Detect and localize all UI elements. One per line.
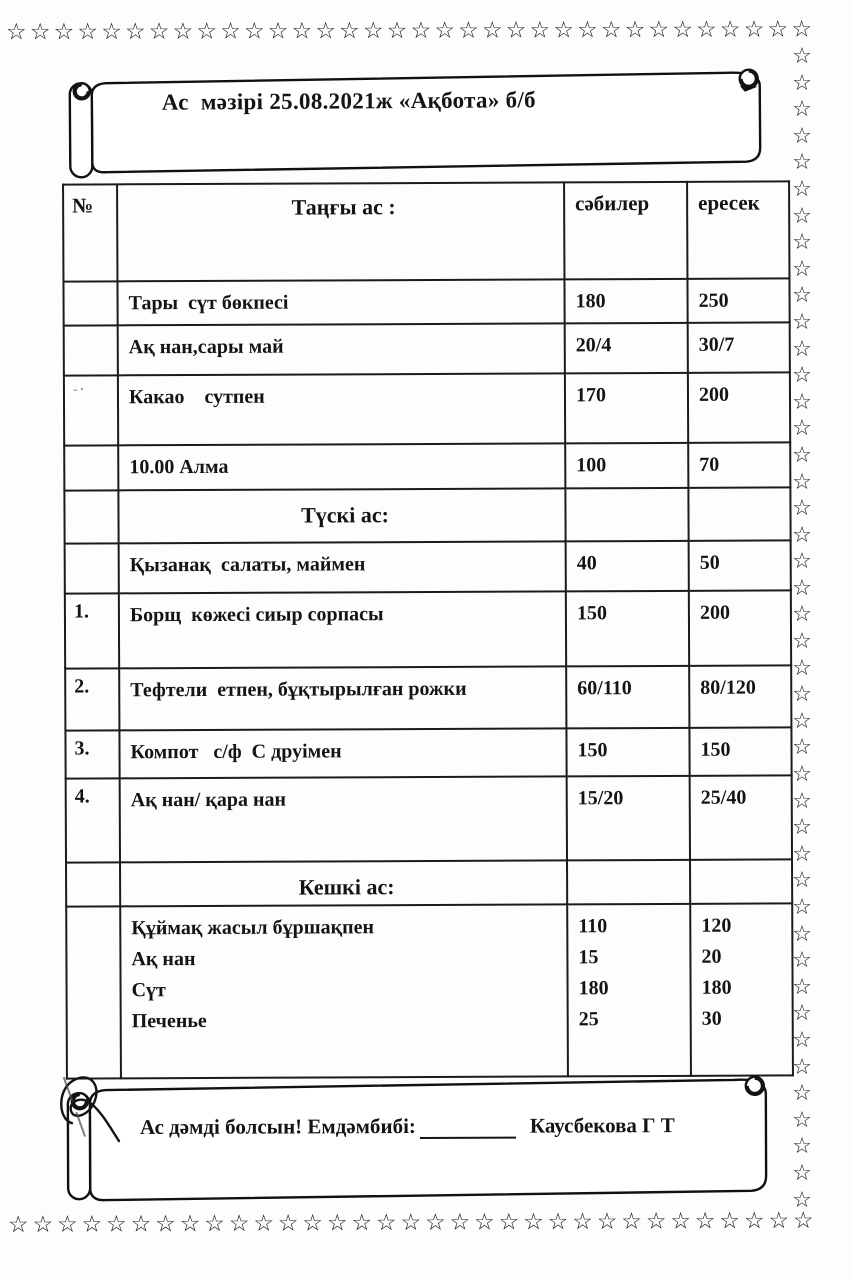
row-number-cell: 3. <box>65 730 119 778</box>
star-icon: ☆ <box>29 19 51 46</box>
scroll-graphic-bottom <box>56 1071 780 1216</box>
star-icon: ☆ <box>148 18 170 45</box>
star-icon: ☆ <box>56 1211 78 1238</box>
pen-stroke <box>56 1073 96 1145</box>
star-icon: ☆ <box>792 735 812 761</box>
star-icon: ☆ <box>220 18 241 45</box>
table-row <box>65 540 791 593</box>
dietitian-name: Каусбекова Г Т <box>529 1113 675 1138</box>
dish-name-cell: Түскі ас: <box>118 488 565 543</box>
star-icon: ☆ <box>648 17 670 44</box>
row-number-cell <box>63 281 117 325</box>
star-icon: ☆ <box>792 70 812 96</box>
row-number-cell: -· <box>64 375 118 445</box>
star-icon: ☆ <box>155 1211 176 1238</box>
star-icon: ☆ <box>792 336 812 362</box>
footer-text <box>140 1113 675 1140</box>
star-icon: ☆ <box>792 150 812 176</box>
menu-table <box>62 180 794 1079</box>
star-icon: ☆ <box>326 1210 348 1237</box>
star-icon: ☆ <box>400 1209 422 1237</box>
adults-portion-cell: 80/120 <box>689 665 791 727</box>
section-row <box>64 487 790 543</box>
toddlers-portion-cell: 20/4 <box>565 323 688 374</box>
star-icon: ☆ <box>792 1207 814 1234</box>
row-number-cell: 1. <box>65 593 119 668</box>
star-icon: ☆ <box>267 18 289 45</box>
toddlers-portion-cell: 170 <box>565 373 688 444</box>
star-icon: ☆ <box>792 1054 812 1080</box>
adults-portion-cell: 30/7 <box>688 322 790 372</box>
toddlers-portion-cell: 150 <box>566 728 689 777</box>
row-number-cell <box>66 862 120 906</box>
star-icon: ☆ <box>792 974 812 1000</box>
star-icon: ☆ <box>792 1160 812 1186</box>
star-icon: ☆ <box>529 17 551 44</box>
table-row <box>64 372 790 445</box>
star-icon: ☆ <box>743 1208 765 1235</box>
adults-portion-cell: 250 <box>687 278 789 322</box>
footer-label: Ас дәмді болсын! Емдәмбибі: <box>139 1114 416 1139</box>
adults-portion-cell <box>688 487 790 540</box>
row-number-cell: 4. <box>66 778 120 862</box>
row-number-cell <box>64 445 118 490</box>
star-icon: ☆ <box>596 1208 618 1236</box>
dish-name-cell: 10.00 Алма <box>118 443 565 490</box>
toddlers-portion-cell: 150 <box>566 591 689 667</box>
star-icon: ☆ <box>792 1081 812 1107</box>
star-icon: ☆ <box>179 1211 201 1238</box>
star-icon: ☆ <box>228 1210 250 1237</box>
table-row <box>66 904 793 1079</box>
star-icon: ☆ <box>277 1210 299 1237</box>
table-row <box>64 322 790 375</box>
col-header-meal: Таңғы ас : <box>117 182 564 281</box>
star-icon: ☆ <box>792 788 812 814</box>
star-icon: ☆ <box>553 17 574 44</box>
star-icon: ☆ <box>792 256 812 282</box>
star-icon: ☆ <box>315 18 337 45</box>
dish-name-cell: Компот с/ф С друімен <box>119 728 566 778</box>
star-icon: ☆ <box>694 1208 716 1235</box>
star-icon: ☆ <box>767 16 789 43</box>
adults-portion-cell: 150 <box>689 727 791 775</box>
star-icon: ☆ <box>792 469 812 495</box>
dish-name-cell: Кешкі ас: <box>120 860 567 906</box>
star-icon: ☆ <box>792 1187 812 1213</box>
star-icon: ☆ <box>196 18 218 45</box>
star-icon: ☆ <box>792 921 812 947</box>
star-icon: ☆ <box>124 18 146 45</box>
star-icon: ☆ <box>792 44 812 69</box>
star-icon: ☆ <box>458 17 479 44</box>
adults-portion-cell: 25/40 <box>690 775 792 859</box>
col-header-adults: ересек <box>687 181 789 278</box>
star-icon: ☆ <box>130 1211 152 1238</box>
star-icon: ☆ <box>792 283 812 309</box>
star-icon: ☆ <box>792 389 812 415</box>
adults-portion-cell: 70 <box>688 442 790 487</box>
footer-banner <box>56 1071 780 1216</box>
row-number-cell: 2. <box>65 668 119 730</box>
toddlers-portion-cell <box>567 860 690 905</box>
star-icon: ☆ <box>7 1212 29 1239</box>
toddlers-portion-cell: 15/20 <box>567 776 690 861</box>
star-icon: ☆ <box>291 18 313 45</box>
dish-name-cell: Ақ нан/ қара нан <box>120 776 567 862</box>
star-icon: ☆ <box>792 1107 812 1133</box>
section-row <box>66 859 792 906</box>
star-icon: ☆ <box>253 1210 275 1237</box>
star-icon: ☆ <box>523 1209 544 1236</box>
star-icon: ☆ <box>624 17 646 44</box>
star-icon: ☆ <box>474 1209 495 1236</box>
page-title: Ас мәзірі 25.08.2021ж «Ақбота» б/б <box>161 87 537 115</box>
star-icon: ☆ <box>351 1210 373 1237</box>
star-icon: ☆ <box>204 1210 225 1238</box>
star-icon: ☆ <box>792 948 812 974</box>
col-header-toddlers: сәбилер <box>564 182 687 280</box>
star-icon: ☆ <box>792 416 812 442</box>
toddlers-portion-cell: 40 <box>566 541 689 592</box>
star-icon: ☆ <box>792 496 812 522</box>
star-icon: ☆ <box>339 18 360 45</box>
star-icon: ☆ <box>375 1210 397 1237</box>
star-icon: ☆ <box>792 203 812 229</box>
toddlers-portion-cell: 110 15 180 25 <box>567 904 691 1077</box>
row-number-cell <box>66 906 121 1078</box>
star-icon: ☆ <box>792 309 812 335</box>
star-icon: ☆ <box>792 708 812 734</box>
table-row <box>66 775 792 862</box>
star-icon: ☆ <box>792 868 812 894</box>
menu-table-body <box>63 278 792 1078</box>
adults-portion-cell <box>690 859 792 904</box>
star-icon: ☆ <box>410 17 432 44</box>
table-row <box>65 590 791 668</box>
star-icon: ☆ <box>53 19 75 46</box>
star-border-top <box>5 16 812 46</box>
adults-portion-cell: 50 <box>689 540 791 590</box>
star-icon: ☆ <box>77 19 99 46</box>
star-icon: ☆ <box>792 442 812 468</box>
star-icon: ☆ <box>547 1209 569 1236</box>
star-icon: ☆ <box>792 895 812 920</box>
star-icon: ☆ <box>434 17 456 44</box>
star-icon: ☆ <box>498 1209 520 1236</box>
star-icon: ☆ <box>792 682 812 708</box>
scroll-graphic-top <box>58 64 773 185</box>
adults-portion-cell: 120 20 180 30 <box>690 904 793 1076</box>
star-icon: ☆ <box>792 575 812 601</box>
star-icon: ☆ <box>792 841 812 867</box>
star-icon: ☆ <box>792 230 812 256</box>
star-icon: ☆ <box>32 1211 54 1238</box>
star-icon: ☆ <box>791 16 812 43</box>
star-icon: ☆ <box>362 18 384 45</box>
star-icon: ☆ <box>424 1209 446 1236</box>
dish-name-cell: Құймақ жасыл бұршақпен Ақ нан Сүт Печенье <box>120 904 568 1078</box>
star-icon: ☆ <box>5 19 27 46</box>
star-icon: ☆ <box>792 602 812 628</box>
star-icon: ☆ <box>792 363 812 389</box>
toddlers-portion-cell: 100 <box>565 443 688 489</box>
toddlers-portion-cell: 180 <box>564 279 687 324</box>
star-icon: ☆ <box>743 16 765 43</box>
dish-name-cell: Борщ көжесі сиыр сорпасы <box>119 591 566 668</box>
dish-name-cell: Тефтели етпен, бұқтырылған рожки <box>119 666 566 730</box>
star-icon: ☆ <box>792 123 812 149</box>
star-icon: ☆ <box>696 16 717 43</box>
star-icon: ☆ <box>645 1208 667 1235</box>
star-icon: ☆ <box>792 1134 812 1160</box>
star-icon: ☆ <box>792 1027 812 1053</box>
row-number-cell <box>65 543 119 593</box>
star-icon: ☆ <box>243 18 265 45</box>
star-icon: ☆ <box>792 655 812 681</box>
star-icon: ☆ <box>481 17 503 44</box>
star-icon: ☆ <box>792 815 812 841</box>
star-icon: ☆ <box>768 1208 790 1235</box>
table-row <box>65 727 791 778</box>
title-banner <box>58 64 773 185</box>
dish-name-cell: Тары сүт бөкпесі <box>117 279 564 325</box>
star-icon: ☆ <box>106 1211 127 1238</box>
star-icon: ☆ <box>81 1211 103 1238</box>
star-icon: ☆ <box>670 1208 692 1235</box>
table-row <box>63 278 789 325</box>
adults-portion-cell: 200 <box>688 372 790 442</box>
star-icon: ☆ <box>101 19 122 46</box>
toddlers-portion-cell: 60/110 <box>566 666 689 729</box>
star-icon: ☆ <box>600 17 622 44</box>
table-row <box>64 442 790 490</box>
star-icon: ☆ <box>302 1210 324 1237</box>
adults-portion-cell: 200 <box>689 590 791 665</box>
toddlers-portion-cell <box>565 488 688 542</box>
dish-name-cell: Ақ нан,сары май <box>118 323 565 375</box>
col-header-number: № <box>63 184 117 281</box>
star-icon: ☆ <box>719 16 741 43</box>
star-icon: ☆ <box>449 1209 471 1236</box>
star-icon: ☆ <box>386 18 408 45</box>
star-icon: ☆ <box>792 1001 812 1027</box>
star-icon: ☆ <box>792 549 812 575</box>
star-icon: ☆ <box>172 18 194 45</box>
star-icon: ☆ <box>621 1208 642 1235</box>
row-number-cell <box>64 325 118 375</box>
star-icon: ☆ <box>792 629 812 655</box>
star-icon: ☆ <box>572 1209 593 1236</box>
table-row <box>65 665 791 730</box>
row-number-cell <box>64 490 118 543</box>
header-row <box>63 181 789 281</box>
star-icon: ☆ <box>719 1208 741 1235</box>
star-icon: ☆ <box>792 176 812 202</box>
signature-blank <box>420 1117 516 1139</box>
star-icon: ☆ <box>792 97 812 123</box>
star-icon: ☆ <box>792 522 812 548</box>
star-icon: ☆ <box>672 17 693 44</box>
star-icon: ☆ <box>792 762 812 788</box>
dish-name-cell: Какао сутпен <box>118 373 565 445</box>
menu-table-header <box>63 181 789 281</box>
star-icon: ☆ <box>505 17 527 44</box>
star-icon: ☆ <box>577 17 598 44</box>
dish-name-cell: Қызанақ салаты, маймен <box>119 541 566 593</box>
